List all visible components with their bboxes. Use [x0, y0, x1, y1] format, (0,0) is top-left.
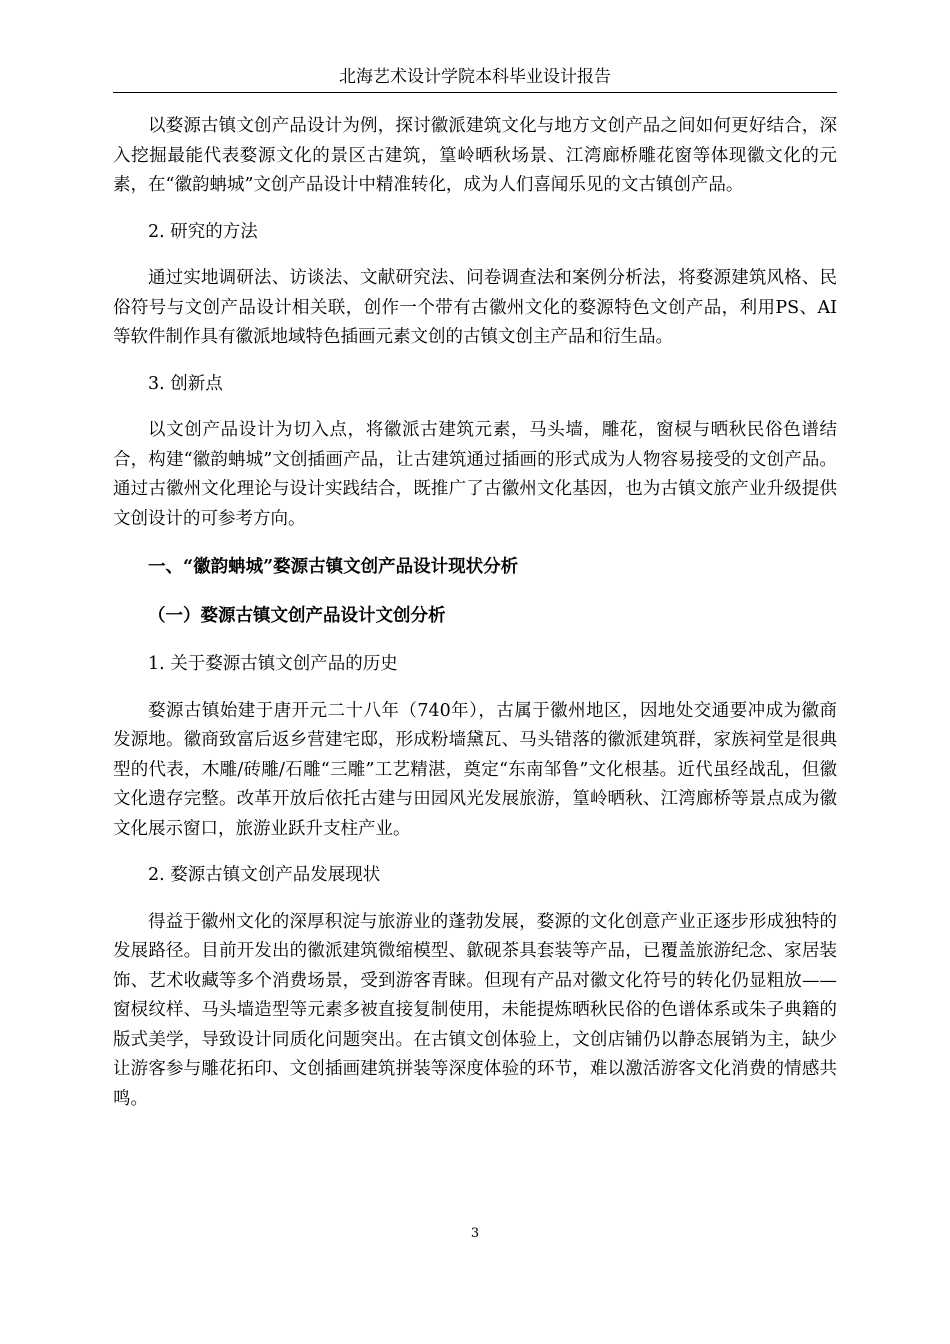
header-title: 北海艺术设计学院本科毕业设计报告	[339, 67, 611, 87]
chapter-heading: 一、“徽韵蚺城”婺源古镇文创产品设计现状分析	[148, 557, 519, 577]
document-body	[113, 112, 837, 1114]
innovation-title: 3. 创新点	[148, 373, 223, 394]
page-header	[113, 62, 837, 93]
history-title: 1. 关于婺源古镇文创产品的历史	[148, 654, 398, 674]
intro-paragraph: 以婺源古镇文创产品设计为例，探讨徽派建筑文化与地方文创产品之间如何更好结合，深入挖掘最能代表婺源文化的景区古建筑，篁岭晒秋场景、江湾廊桥雕花窗等体现徽文化的元素，在“徽韵蚺城”文创产品设计中精准转化，成为人们喜闻乐见的文古镇创产品。	[113, 116, 837, 195]
status-paragraph: 得益于徽州文化的深厚积淀与旅游业的蓬勃发展，婺源的文化创意产业正逐步形成独特的发展路径。目前开发出的徽派建筑微缩模型、歙砚茶具套装等产品，已覆盖旅游纪念、家居装饰、艺术收藏等多个消费场景，受到游客青睐。但现有产品对徽文化符号的转化仍显粗放——窗棂纹样、马头墙造型等元素多被直接复制使用，未能提炼晒秋民俗的色谱体系或朱子典籍的版式美学，导致设计同质化问题突出。在古镇文创体验上，文创店铺仍以静态展销为主，缺少让游客参与雕花拓印、文创插画建筑拼装等深度体验的环节，难以激活游客文化消费的情感共鸣。	[113, 911, 837, 1109]
page-number: 3	[470, 1226, 480, 1241]
method-title: 2. 研究的方法	[148, 221, 258, 242]
innovation-paragraph: 以文创产品设计为切入点，将徽派古建筑元素，马头墙，雕花，窗棂与晒秋民俗色谱结合，构建“徽韵蚺城”文创插画产品，让古建筑通过插画的形式成为人物容易接受的文创产品。通过古徽州文化理论与设计实践结合，既推广了古徽州文化基因，也为古镇文旅产业升级提供文创设计的可参考方向。	[113, 420, 837, 529]
method-paragraph: 通过实地调研法、访谈法、文献研究法、问卷调查法和案例分析法，将婺源建筑风格、民俗符号与文创产品设计相关联，创作一个带有古徽州文化的婺源特色文创产品，利用PS、AI等软件制作具有徽派地域特色插画元素文创的古镇文创主产品和衍生品。	[113, 268, 837, 347]
status-title: 2. 婺源古镇文创产品发展现状	[148, 865, 381, 885]
history-paragraph: 婺源古镇始建于唐开元二十八年（740年），古属于徽州地区，因地处交通要冲成为徽商发源地。徽商致富后返乡营建宅邸，形成粉墙黛瓦、马头错落的徽派建筑群，家族祠堂是很典型的代表，木雕/砖雕/石雕“三雕”工艺精湛，奠定“东南邹鲁”文化根基。近代虽经战乱，但徽文化遗存完整。改革开放后依托古建与田园风光发展旅游，篁岭晒秋、江湾廊桥等景点成为徽文化展示窗口，旅游业跃升支柱产业。	[113, 700, 837, 839]
section-heading: （一）婺源古镇文创产品设计文创分析	[148, 605, 446, 626]
